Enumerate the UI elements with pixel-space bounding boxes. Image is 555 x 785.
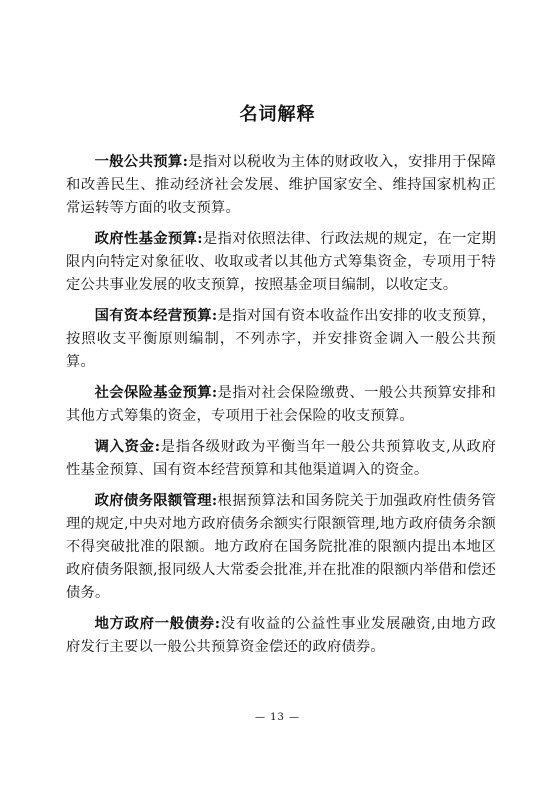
- term-separator: :: [154, 439, 161, 455]
- entry-term: 政府债务限额管理: [94, 493, 212, 509]
- glossary-entry: [66, 151, 496, 220]
- term-separator: :: [197, 231, 203, 247]
- entry-term: 社会保险基金预算: [94, 385, 212, 401]
- entry-term: 政府性基金预算: [94, 231, 198, 247]
- entry-term: 一般公共预算: [94, 154, 183, 170]
- entry-term: 调入资金: [94, 439, 155, 455]
- entry-definition: 是指对国有资本收益作出安排的收支预算，按照收支平衡原则编制，不列赤字，并安排资金调入一般公共预算。: [66, 308, 496, 370]
- glossary-entry: [66, 228, 496, 297]
- term-separator: :: [211, 493, 218, 509]
- entry-definition: 是指对社会保险缴费、一般公共预算安排和其他方式筹集的资金，专项用于社会保险的收支预算。: [66, 385, 496, 424]
- glossary-body: [66, 151, 496, 667]
- glossary-entry: [66, 613, 496, 659]
- entry-definition: 是指各级财政为平衡当年一般公共预算收支,从政府性基金预算、国有资本经营预算和其他渠道调入的资金。: [66, 439, 496, 478]
- entry-term: 国有资本经营预算: [94, 308, 212, 324]
- term-separator: :: [211, 385, 218, 401]
- glossary-entry: [66, 305, 496, 374]
- glossary-entry: [66, 436, 496, 482]
- entry-term: 地方政府一般债券: [94, 616, 215, 632]
- entry-definition: 是指对以税收为主体的财政收入，安排用于保障和改善民生、推动经济社会发展、维护国家安全、维持国家机构正常运转等方面的收支预算。: [66, 154, 496, 216]
- glossary-entry: [66, 382, 496, 428]
- term-separator: :: [214, 616, 221, 632]
- entry-definition: 根据预算法和国务院关于加强政府性债务管理的规定,中央对地方政府债务余额实行限额管理,地方政府债务余额不得突破批准的限额。地方政府在国务院批准的限额内提出本地区政府债务限额,报同级人大常委会批准,并在批准的限额内举借和偿还债务。: [66, 493, 496, 601]
- page-number: — 13 —: [254, 712, 301, 723]
- page-title: 名词解释: [239, 104, 316, 125]
- term-separator: :: [182, 154, 189, 170]
- glossary-entry: [66, 490, 496, 605]
- entry-definition: 没有收益的公益性事业发展融资,由地方政府发行主要以一般公共预算资金偿还的政府债券。: [66, 616, 496, 655]
- term-separator: :: [211, 308, 218, 324]
- entry-definition: 是指对依照法律、行政法规的规定，在一定期限内向特定对象征收、收取或者以其他方式筹集资金，专项用于特定公共事业发展的收支预算，按照基金项目编制，以收定支。: [66, 231, 497, 293]
